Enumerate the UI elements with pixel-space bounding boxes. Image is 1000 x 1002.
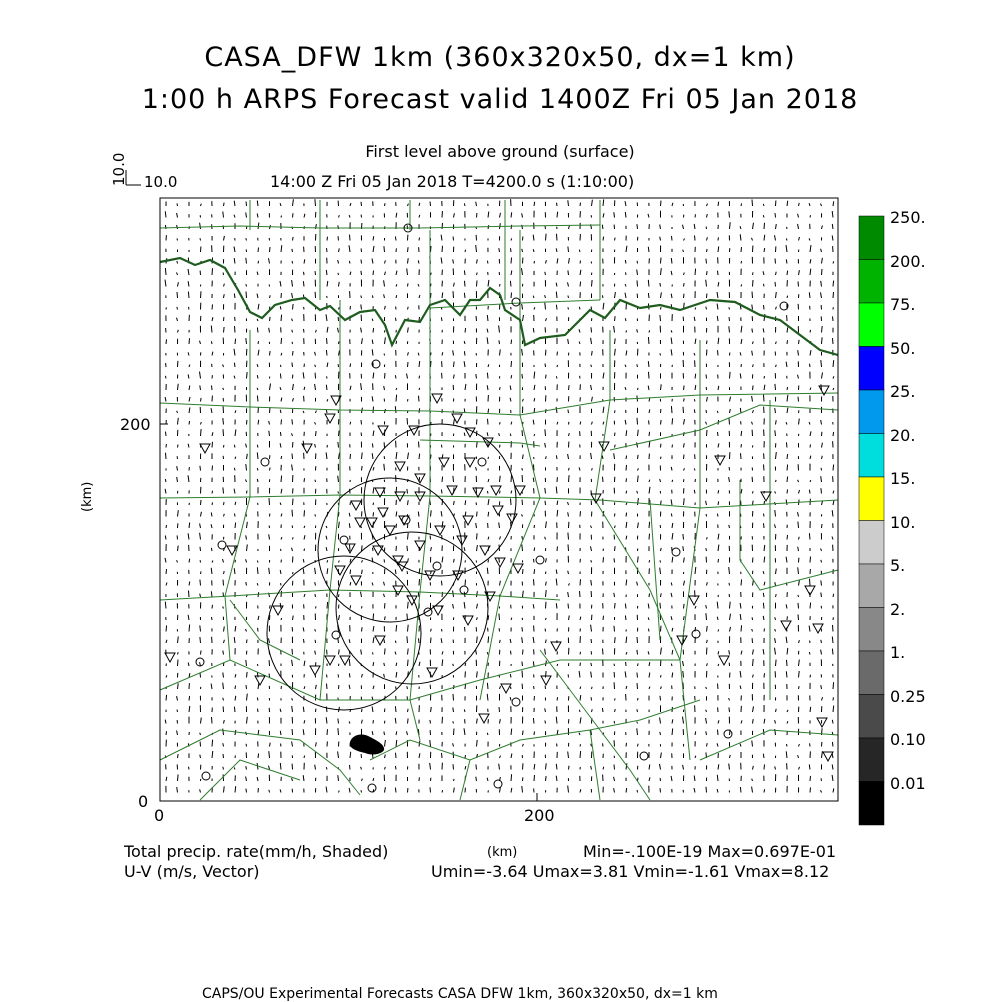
colorbar-swatch bbox=[859, 477, 884, 521]
colorbar-swatch bbox=[859, 651, 884, 695]
precip-colorbar bbox=[859, 216, 884, 825]
wind-vector-field bbox=[165, 199, 834, 792]
colorbar-label: 25. bbox=[890, 382, 915, 401]
wind-field-label: U-V (m/s, Vector) bbox=[124, 862, 260, 881]
x-axis-unit: (km) bbox=[487, 845, 517, 860]
level-label: First level above ground (surface) bbox=[0, 142, 1000, 161]
title-line-1: CASA_DFW 1km (360x320x50, dx=1 km) bbox=[0, 42, 1000, 73]
min-max-stats: Min=-.100E-19 Max=0.697E-01 bbox=[583, 842, 836, 861]
colorbar-label: 2. bbox=[890, 600, 905, 619]
axis-ticks bbox=[160, 424, 537, 801]
time-label: 14:00 Z Fri 05 Jan 2018 T=4200.0 s (1:10:00) bbox=[270, 172, 634, 191]
colorbar-label: 75. bbox=[890, 295, 915, 314]
colorbar-swatch bbox=[859, 434, 884, 478]
colorbar-swatch bbox=[859, 260, 884, 304]
x-tick-200: 200 bbox=[524, 806, 555, 825]
colorbar-swatch bbox=[859, 216, 884, 260]
uv-stats: Umin=-3.64 Umax=3.81 Vmin=-1.61 Vmax=8.12 bbox=[431, 862, 829, 881]
colorbar-label: 0.10 bbox=[890, 730, 926, 749]
colorbar-label: 20. bbox=[890, 426, 915, 445]
precip-area bbox=[350, 735, 384, 755]
y-tick-0: 0 bbox=[138, 792, 148, 811]
colorbar-swatch bbox=[859, 521, 884, 565]
ref-vector-x-label: 10.0 bbox=[144, 173, 177, 191]
y-tick-200: 200 bbox=[120, 415, 151, 434]
colorbar-label: 0.25 bbox=[890, 687, 926, 706]
colorbar-swatch bbox=[859, 695, 884, 739]
colorbar-label: 1. bbox=[890, 643, 905, 662]
colorbar-swatch bbox=[859, 390, 884, 434]
colorbar-swatch bbox=[859, 782, 884, 826]
colorbar-swatch bbox=[859, 564, 884, 608]
y-axis-unit: (km) bbox=[80, 482, 95, 512]
title-line-2: 1:00 h ARPS Forecast valid 1400Z Fri 05 Jan 2018 bbox=[0, 84, 1000, 115]
radar-range-rings bbox=[267, 424, 516, 710]
colorbar-label: 200. bbox=[890, 252, 926, 271]
colorbar-label: 50. bbox=[890, 339, 915, 358]
colorbar-label: 10. bbox=[890, 513, 915, 532]
colorbar-swatch bbox=[859, 347, 884, 391]
colorbar-label: 0.01 bbox=[890, 774, 926, 793]
colorbar-label: 15. bbox=[890, 469, 915, 488]
colorbar-swatch bbox=[859, 303, 884, 347]
colorbar-swatch bbox=[859, 738, 884, 782]
precip-field-label: Total precip. rate(mm/h, Shaded) bbox=[124, 842, 388, 861]
x-tick-0: 0 bbox=[154, 806, 164, 825]
credit-line: CAPS/OU Experimental Forecasts CASA DFW 1km, 360x320x50, dx=1 km bbox=[202, 986, 718, 1002]
reference-vector bbox=[126, 170, 141, 185]
colorbar-label: 5. bbox=[890, 556, 905, 575]
colorbar-swatch bbox=[859, 608, 884, 652]
ref-vector-y-label: 10.0 bbox=[110, 153, 128, 186]
colorbar-label: 250. bbox=[890, 208, 926, 227]
